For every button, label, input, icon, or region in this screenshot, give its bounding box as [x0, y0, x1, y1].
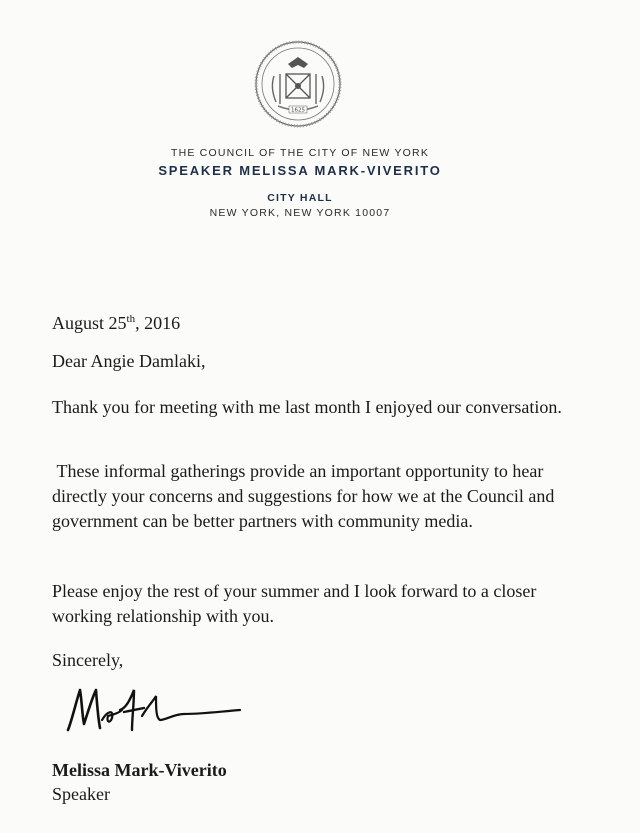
paragraph-1: Thank you for meeting with me last month I enjoyed our conversation.: [52, 397, 562, 417]
speaker-header: SPEAKER MELISSA MARK-VIVERITO: [158, 163, 442, 178]
city-hall-label: CITY HALL: [267, 192, 333, 204]
letter-date: [52, 311, 572, 336]
date-year: , 2016: [135, 313, 181, 333]
handwritten-signature: [60, 680, 250, 740]
council-name: THE COUNCIL OF THE CITY OF NEW YORK: [170, 147, 430, 159]
paragraph-3: Please enjoy the rest of your summer and I look forward to a closer working relationship with you.: [52, 581, 537, 626]
date-day: August 25: [52, 313, 127, 333]
paragraph-2: These informal gatherings provide an important opportunity to hear directly your concerns and suggestions for how we at the Council and government can be better partners with community media.: [52, 461, 559, 531]
signer-name: Melissa Mark-Viverito: [52, 760, 227, 780]
date-suffix: th: [126, 313, 136, 325]
closing: Sincerely,: [52, 650, 124, 670]
address-line: NEW YORK, NEW YORK 10007: [209, 207, 391, 219]
salutation: Dear Angie Damlaki,: [52, 351, 206, 371]
signer-title: Speaker: [52, 784, 110, 804]
city-seal-icon: [254, 40, 342, 128]
seal-year: 1625: [291, 107, 305, 114]
